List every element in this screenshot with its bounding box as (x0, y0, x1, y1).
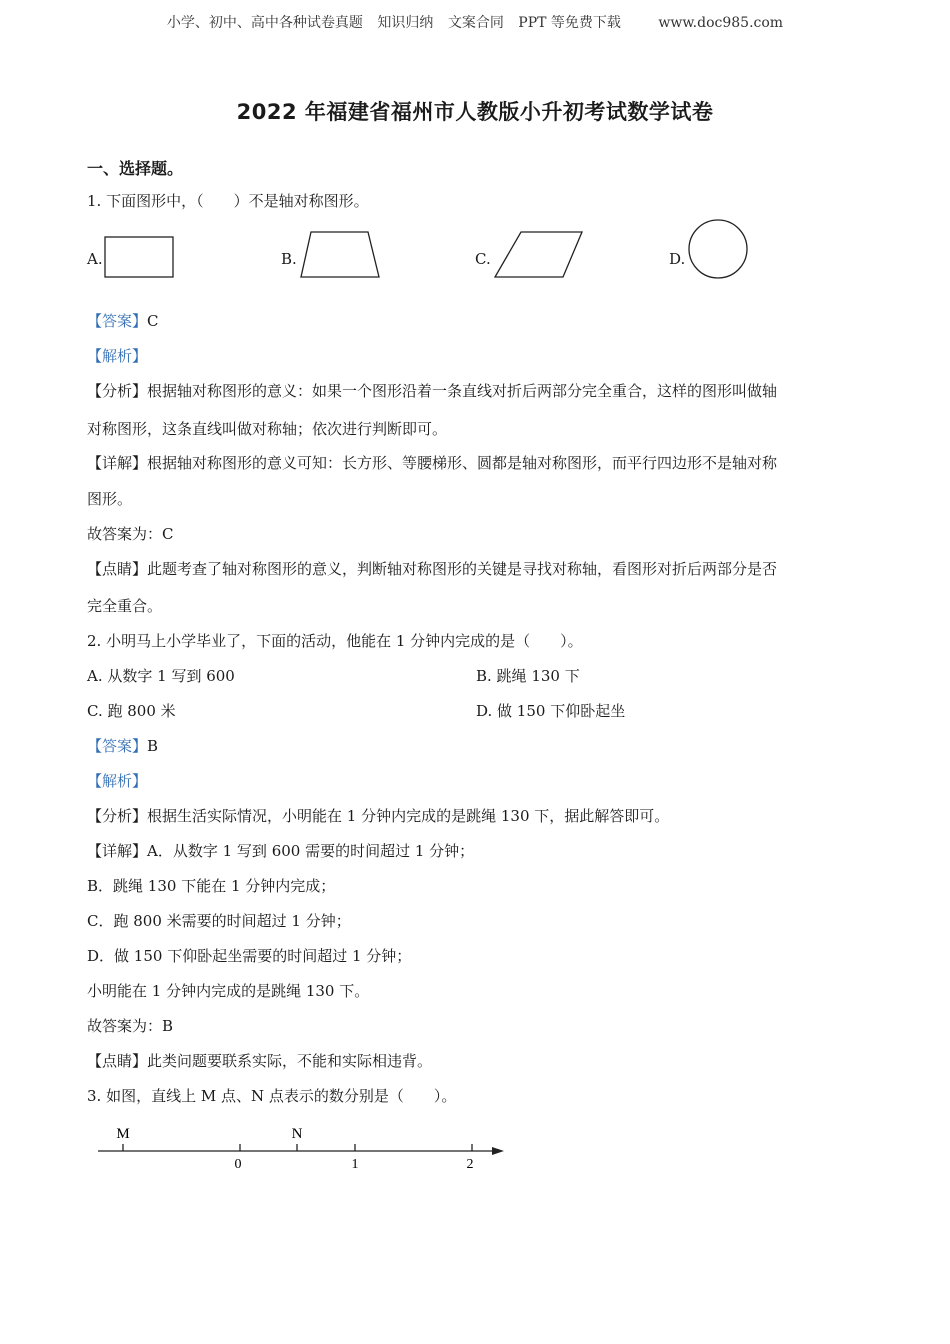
q2-dianjing-tag: 【点睛】 (87, 1052, 148, 1070)
q1-xiangjie-text1: 根据轴对称图形的意义可知：长方形、等腰梯形、圆都是轴对称图形，而平行四边形不是轴对称 (147, 454, 778, 472)
number-line (92, 1122, 512, 1172)
q2-xiangjie-a: A．从数字 1 写到 600 需要的时间超过 1 分钟； (147, 842, 475, 860)
q2-summary: 小明能在 1 分钟内完成的是跳绳 130 下。 (87, 982, 370, 1000)
header-left: 小学、初中、高中各种试卷真题 (166, 15, 363, 31)
q2-option-d: D. 做 150 下仰卧起坐 (476, 702, 626, 720)
q2-xiangjie-b: B．跳绳 130 下能在 1 分钟内完成； (87, 877, 336, 895)
q2-fenxi-text: 根据生活实际情况，小明能在 1 分钟内完成的是跳绳 130 下，据此解答即可。 (147, 807, 670, 825)
q1-option-a-label: A. (87, 250, 103, 268)
tick-label-1: 1 (351, 1157, 359, 1172)
q1-xiangjie-line2: 图形。 (87, 490, 133, 508)
tick-label-2: 2 (466, 1157, 474, 1172)
header-mid1: 知识归纳 (377, 15, 434, 31)
q2-dianjing-text: 此类问题要联系实际，不能和实际相违背。 (147, 1052, 433, 1070)
q1-stem: 1. 下面图形中，（ ）不是轴对称图形。 (87, 192, 369, 210)
q3-stem: 3. 如图，直线上 M 点、N 点表示的数分别是（ ）。 (87, 1087, 457, 1105)
q1-option-d-label: D. (669, 250, 686, 268)
q1-dianjing-line2: 完全重合。 (87, 597, 163, 615)
tick-label-0: 0 (234, 1157, 242, 1172)
label-n: N (291, 1126, 303, 1142)
q1-answer-tag: 【答案】 (87, 312, 148, 330)
q2-answer-tag: 【答案】 (87, 737, 148, 755)
q2-xiangjie-d: D．做 150 下仰卧起坐需要的时间超过 1 分钟； (87, 947, 412, 965)
q1-dianjing-text1: 此题考查了轴对称图形的意义，判断轴对称图形的关键是寻找对称轴，看图形对折后两部分是否 (147, 560, 778, 578)
q1-option-c-label: C. (475, 250, 491, 268)
number-line-arrow (492, 1147, 504, 1155)
q1-fenxi-text1: 根据轴对称图形的意义：如果一个图形沿着一条直线对折后两部分完全重合，这样的图形叫做轴 (147, 382, 778, 400)
q1-fenxi-line2: 对称图形，这条直线叫做对称轴；依次进行判断即可。 (87, 420, 448, 438)
q1-analysis-tag: 【解析】 (87, 347, 148, 365)
q1-fenxi-line1 (87, 380, 777, 401)
page-header (0, 12, 950, 32)
q1-option-b-label: B. (281, 250, 297, 268)
circle-shape (687, 218, 751, 282)
q2-dianjing-line (87, 1050, 432, 1071)
q1-final-answer: 故答案为：C (87, 525, 174, 543)
q2-stem: 2. 小明马上小学毕业了，下面的活动，他能在 1 分钟内完成的是（ ）。 (87, 632, 583, 650)
q2-xiangjie-tag: 【详解】 (87, 842, 148, 860)
trapezoid-shape (299, 230, 383, 280)
header-mid3: PPT 等免费下载 (518, 15, 621, 31)
q1-dianjing-line1 (87, 558, 777, 579)
q2-answer (87, 735, 158, 756)
q2-answer-value: B (147, 737, 159, 755)
q1-options (87, 218, 847, 288)
label-m: M (116, 1126, 130, 1142)
q2-option-c: C. 跑 800 米 (87, 702, 176, 720)
q2-fenxi-tag: 【分析】 (87, 807, 148, 825)
section-heading: 一、选择题。 (87, 159, 184, 178)
q2-option-a: A. 从数字 1 写到 600 (87, 667, 235, 685)
header-mid2: 文案合同 (447, 15, 504, 31)
q1-answer-value: C (147, 312, 159, 330)
q2-xiangjie-c: C．跑 800 米需要的时间超过 1 分钟； (87, 912, 351, 930)
rectangle-shape (104, 236, 176, 280)
q1-dianjing-tag: 【点睛】 (87, 560, 148, 578)
q2-option-b: B. 跳绳 130 下 (476, 667, 580, 685)
header-site[interactable]: www.doc985.com (658, 15, 784, 31)
q1-answer (87, 310, 159, 331)
q1-xiangjie-line1 (87, 452, 777, 473)
q2-xiangjie-line-a (87, 840, 474, 861)
q1-xiangjie-tag: 【详解】 (87, 454, 148, 472)
q2-analysis-tag: 【解析】 (87, 772, 148, 790)
page-title: 2022 年福建省福州市人教版小升初考试数学试卷 (236, 100, 714, 124)
q2-final-answer: 故答案为：B (87, 1017, 174, 1035)
q2-fenxi-line (87, 805, 669, 826)
parallelogram-shape (493, 230, 585, 280)
q1-fenxi-tag: 【分析】 (87, 382, 148, 400)
